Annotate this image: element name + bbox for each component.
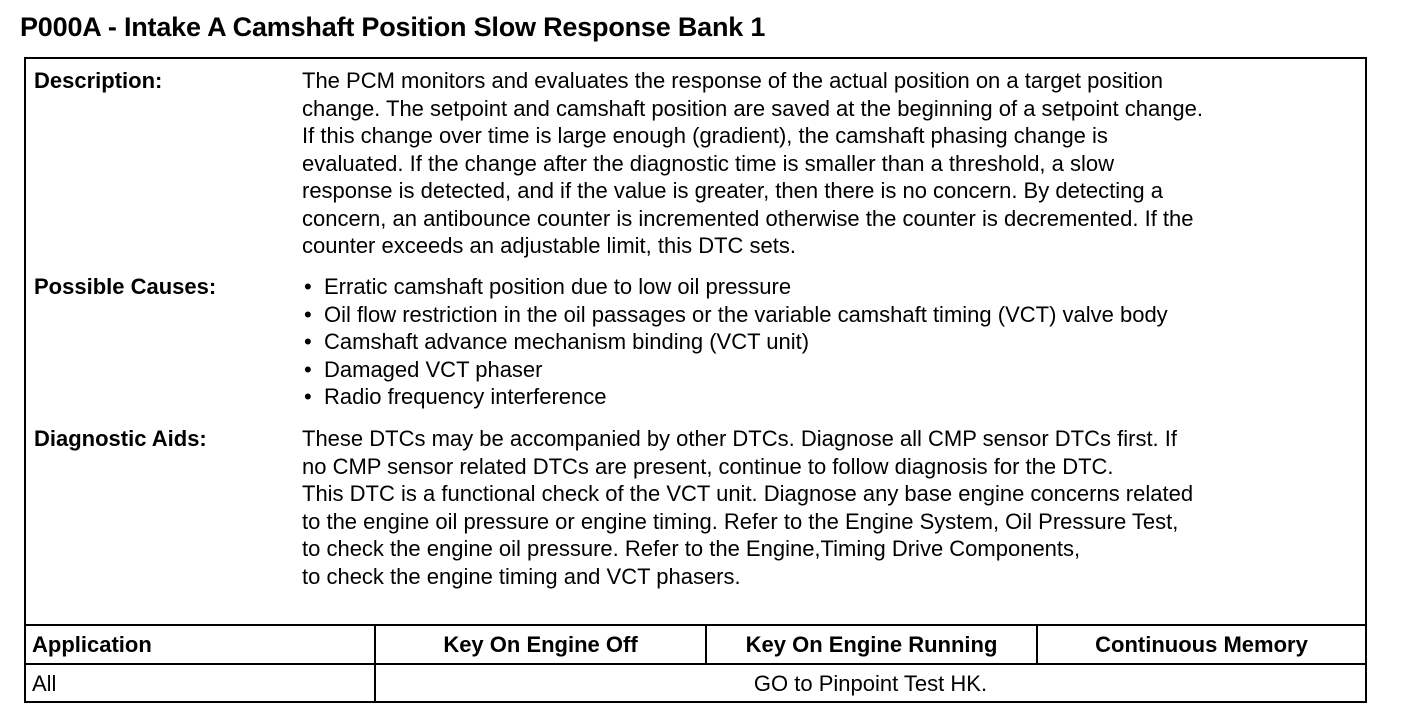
description-line: change. The setpoint and camshaft position are saved at the beginning of a setpoint change.: [302, 95, 1204, 121]
cell-application: All: [26, 665, 376, 702]
diagnostic-aids-line: no CMP sensor related DTCs are present, continue to follow diagnosis for the DTC.: [302, 453, 1114, 479]
diagnostic-aids-line: to check the engine oil pressure. Refer to the Engine,Timing Drive Components,: [302, 536, 1081, 561]
description-line: concern, an antibounce counter is incremented otherwise the counter is decremented. If the: [302, 205, 1194, 231]
possible-causes-list: [302, 273, 1362, 411]
diagnostic-aids-line: to the engine oil pressure or engine timing. Refer to the Engine System, Oil Pressure Test,: [302, 508, 1179, 534]
page-title: P000A - Intake A Camshaft Position Slow Response Bank 1: [20, 12, 766, 42]
diagnostic-aids-line: to check the engine timing and VCT phasers.: [302, 563, 741, 589]
diagnostic-aids-text: [302, 425, 1362, 590]
table-header-row: [26, 626, 1365, 665]
description-line: If this change over time is large enough (gradient), the camshaft phasing change is: [302, 123, 1108, 148]
bullet-icon: •: [304, 274, 312, 299]
header-continuous-memory: Continuous Memory: [1095, 631, 1308, 657]
bullet-icon: •: [304, 384, 312, 409]
diagnostic-aids-line: These DTCs may be accompanied by other DTCs. Diagnose all CMP sensor DTCs first. If: [302, 426, 1178, 451]
bullet-icon: •: [304, 329, 312, 354]
list-item: • Camshaft advance mechanism binding (VCT unit): [304, 329, 810, 354]
description-text: [302, 67, 1362, 260]
bullet-icon: •: [304, 356, 312, 382]
description-line: response is detected, and if the value is greater, then there is no concern. By detecting a: [302, 178, 1163, 203]
header-key-on-engine-off: Key On Engine Off: [376, 626, 707, 663]
possible-causes-label: Possible Causes:: [34, 274, 217, 299]
diagnostic-aids-label: Diagnostic Aids:: [34, 426, 207, 451]
list-item: • Oil flow restriction in the oil passages or the variable camshaft timing (VCT) valve body: [304, 301, 1168, 327]
cell-action: GO to Pinpoint Test HK.: [753, 670, 988, 696]
description-line: The PCM monitors and evaluates the response of the actual position on a target position: [302, 68, 1163, 93]
application-table: [26, 624, 1365, 702]
list-item: • Radio frequency interference: [304, 384, 607, 409]
dtc-info-box: [24, 57, 1367, 703]
description-line: counter exceeds an adjustable limit, this DTC sets.: [302, 233, 797, 258]
list-item: • Damaged VCT phaser: [304, 356, 543, 382]
list-item: • Erratic camshaft position due to low oil pressure: [304, 274, 792, 299]
description-line: evaluated. If the change after the diagnostic time is smaller than a threshold, a slow: [302, 150, 1115, 176]
table-row: [26, 665, 1365, 702]
header-key-on-engine-running: Key On Engine Running: [707, 626, 1038, 663]
description-label: Description:: [34, 68, 163, 93]
bullet-icon: •: [304, 301, 312, 327]
header-application: Application: [26, 626, 376, 663]
diagnostic-aids-line: This DTC is a functional check of the VCT unit. Diagnose any base engine concerns related: [302, 481, 1194, 506]
